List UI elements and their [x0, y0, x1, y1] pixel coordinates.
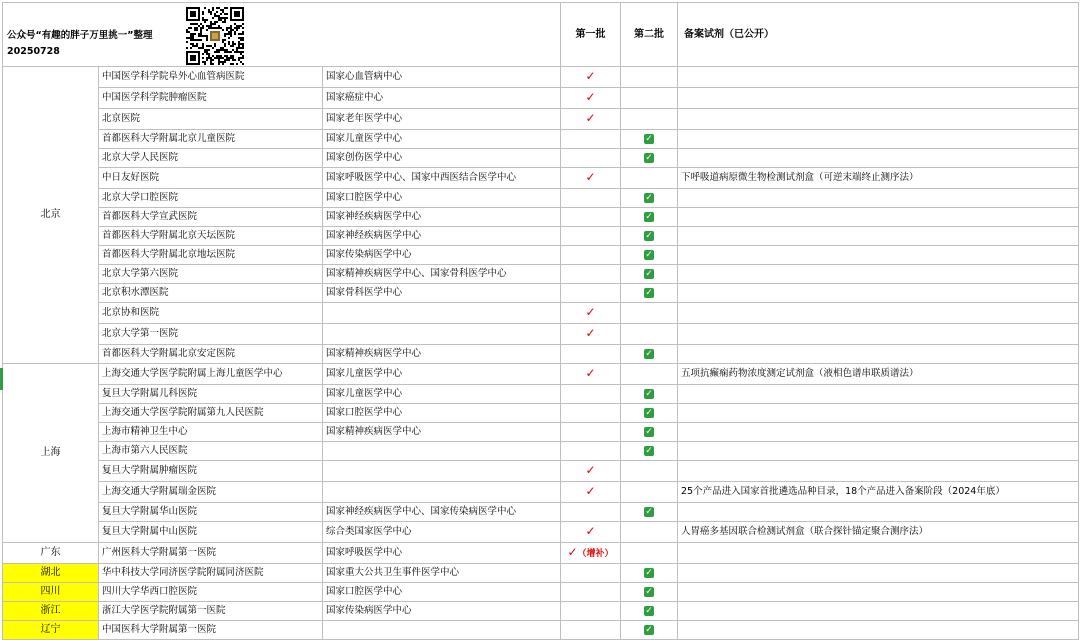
batch2-cell[interactable]: [621, 246, 678, 265]
batch1-cell[interactable]: [561, 130, 621, 149]
filed-reagent-cell[interactable]: [678, 324, 1079, 345]
table-row: [3, 621, 1079, 640]
batch2-cell[interactable]: [621, 385, 678, 404]
table-row: [3, 168, 1079, 189]
center-cell[interactable]: 国家精神疾病医学中心、国家骨科医学中心: [323, 265, 561, 284]
table-row: [3, 404, 1079, 423]
hospital-cell[interactable]: 北京医院: [99, 109, 323, 130]
hospital-cell[interactable]: 中日友好医院: [99, 168, 323, 189]
hospital-cell[interactable]: 北京大学第六医院: [99, 265, 323, 284]
hospital-table: [2, 2, 1079, 640]
filed-reagent-cell[interactable]: 人胃癌多基因联合检测试剂盒（联合探针锚定聚合测序法）: [678, 522, 1079, 543]
center-cell[interactable]: 国家口腔医学中心: [323, 404, 561, 423]
filed-reagent-cell[interactable]: [678, 208, 1079, 227]
batch2-cell[interactable]: [621, 602, 678, 621]
table-row: [3, 265, 1079, 284]
filed-reagent-cell[interactable]: [678, 284, 1079, 303]
filed-reagent-cell[interactable]: [678, 385, 1079, 404]
batch2-cell[interactable]: [621, 149, 678, 168]
green-checkbox-icon: ✓: [645, 268, 653, 279]
hospital-cell[interactable]: 首都医科大学宣武医院: [99, 208, 323, 227]
batch2-cell[interactable]: [621, 227, 678, 246]
batch2-cell[interactable]: [621, 324, 678, 345]
hospital-cell[interactable]: 中国医学科学院阜外心血管病医院: [99, 67, 323, 88]
batch1-cell[interactable]: [561, 227, 621, 246]
green-checkbox-icon: ✓: [645, 152, 653, 163]
table-row: [3, 482, 1079, 503]
filed-reagent-cell[interactable]: [678, 227, 1079, 246]
center-cell[interactable]: [323, 482, 561, 503]
batch1-cell[interactable]: [561, 442, 621, 461]
batch2-cell[interactable]: [621, 168, 678, 189]
filed-reagents-header[interactable]: 备案试剂（已公开）: [678, 3, 1079, 67]
hospital-cell[interactable]: 浙江大学医学院附属第一医院: [99, 602, 323, 621]
batch1-cell[interactable]: [561, 149, 621, 168]
center-cell[interactable]: 国家创伤医学中心: [323, 149, 561, 168]
center-cell[interactable]: 国家口腔医学中心: [323, 583, 561, 602]
red-check-icon: ✓: [585, 111, 596, 125]
batch1-cell[interactable]: [561, 564, 621, 583]
batch2-cell[interactable]: [621, 522, 678, 543]
filed-reagent-cell[interactable]: 25个产品进入国家首批遴选品种目录，18个产品进入备案阶段（2024年底）: [678, 482, 1079, 503]
hospital-cell[interactable]: 上海市第六人民医院: [99, 442, 323, 461]
table-row: [3, 364, 1079, 385]
green-checkbox-icon: ✓: [645, 133, 653, 144]
batch1-cell[interactable]: [561, 364, 621, 385]
center-cell[interactable]: 国家神经疾病医学中心: [323, 227, 561, 246]
center-cell[interactable]: 国家儿童医学中心: [323, 130, 561, 149]
batch2-cell[interactable]: [621, 503, 678, 522]
batch1-cell[interactable]: [561, 522, 621, 543]
filed-reagent-cell[interactable]: [678, 149, 1079, 168]
header-row: [3, 3, 1079, 67]
batch1-cell[interactable]: [561, 482, 621, 503]
batch1-cell[interactable]: [561, 88, 621, 109]
red-check-icon: ✓: [585, 463, 596, 477]
center-cell[interactable]: [323, 442, 561, 461]
red-check-icon: ✓: [585, 524, 596, 538]
filed-reagent-cell[interactable]: [678, 442, 1079, 461]
hospital-cell[interactable]: 首都医科大学附属北京天坛医院: [99, 227, 323, 246]
hospital-cell[interactable]: 首都医科大学附属北京地坛医院: [99, 246, 323, 265]
batch2-cell[interactable]: [621, 88, 678, 109]
batch1-cell[interactable]: [561, 461, 621, 482]
batch2-cell[interactable]: [621, 482, 678, 503]
green-checkbox-icon: ✓: [645, 445, 653, 456]
table-row: [3, 583, 1079, 602]
filed-reagent-cell[interactable]: [678, 583, 1079, 602]
batch1-cell[interactable]: [561, 385, 621, 404]
center-cell[interactable]: 国家儿童医学中心: [323, 364, 561, 385]
green-checkbox-icon: ✓: [645, 192, 653, 203]
green-checkbox-icon: ✓: [645, 506, 653, 517]
batch1-cell[interactable]: [561, 303, 621, 324]
green-checkbox-icon: ✓: [645, 426, 653, 437]
center-cell[interactable]: 国家传染病医学中心: [323, 602, 561, 621]
filed-reagent-cell[interactable]: [678, 189, 1079, 208]
row-selection-indicator: [0, 368, 3, 390]
center-cell[interactable]: 国家老年医学中心: [323, 109, 561, 130]
hospital-cell[interactable]: 北京大学人民医院: [99, 149, 323, 168]
batch2-cell[interactable]: [621, 67, 678, 88]
title-cell[interactable]: [3, 3, 561, 67]
batch2-cell[interactable]: [621, 543, 678, 564]
region-cell[interactable]: 四川: [3, 583, 99, 602]
center-cell[interactable]: 国家骨科医学中心: [323, 284, 561, 303]
hospital-cell[interactable]: 广州医科大学附属第一医院: [99, 543, 323, 564]
batch1-cell[interactable]: [561, 189, 621, 208]
red-check-icon: ✓: [585, 90, 596, 104]
sheet-date: 20250728: [7, 46, 60, 57]
batch1-cell[interactable]: [561, 583, 621, 602]
red-check-icon: ✓: [585, 305, 596, 319]
filed-reagent-cell[interactable]: [678, 345, 1079, 364]
hospital-cell[interactable]: 复旦大学附属华山医院: [99, 503, 323, 522]
hospital-cell[interactable]: 上海交通大学医学院附属第九人民医院: [99, 404, 323, 423]
filed-reagent-cell[interactable]: [678, 602, 1079, 621]
batch2-cell[interactable]: [621, 404, 678, 423]
green-checkbox-icon: ✓: [645, 407, 653, 418]
batch2-cell[interactable]: [621, 189, 678, 208]
green-checkbox-icon: ✓: [645, 567, 653, 578]
table-row: [3, 88, 1079, 109]
region-cell[interactable]: 广东: [3, 543, 99, 564]
batch2-cell[interactable]: [621, 442, 678, 461]
filed-reagent-cell[interactable]: [678, 130, 1079, 149]
green-checkbox-icon: ✓: [645, 624, 653, 635]
center-cell[interactable]: 国家神经疾病医学中心、国家传染病医学中心: [323, 503, 561, 522]
batch2-cell[interactable]: [621, 284, 678, 303]
batch2-cell[interactable]: [621, 364, 678, 385]
batch1-cell[interactable]: [561, 423, 621, 442]
region-cell[interactable]: 上海: [3, 364, 99, 543]
batch1-cell[interactable]: [561, 67, 621, 88]
table-row: [3, 149, 1079, 168]
batch1-cell[interactable]: [561, 265, 621, 284]
hospital-cell[interactable]: 中国医学科学院肿瘤医院: [99, 88, 323, 109]
filed-reagent-cell[interactable]: [678, 423, 1079, 442]
filed-reagent-cell[interactable]: [678, 303, 1079, 324]
green-checkbox-icon: ✓: [645, 388, 653, 399]
center-cell[interactable]: 国家呼吸医学中心、国家中西医结合医学中心: [323, 168, 561, 189]
hospital-cell[interactable]: 四川大学华西口腔医院: [99, 583, 323, 602]
table-row: [3, 543, 1079, 564]
batch2-cell[interactable]: [621, 621, 678, 640]
supplement-label: （增补）: [577, 549, 614, 559]
filed-reagent-cell[interactable]: [678, 564, 1079, 583]
batch1-cell[interactable]: [561, 404, 621, 423]
qr-code-icon: [186, 7, 244, 65]
hospital-cell[interactable]: 北京大学口腔医院: [99, 189, 323, 208]
filed-reagent-cell[interactable]: [678, 109, 1079, 130]
filed-reagent-cell[interactable]: [678, 265, 1079, 284]
hospital-cell[interactable]: 上海市精神卫生中心: [99, 423, 323, 442]
table-row: [3, 67, 1079, 88]
batch1-cell[interactable]: [561, 246, 621, 265]
table-row: [3, 522, 1079, 543]
batch2-cell[interactable]: [621, 303, 678, 324]
center-cell[interactable]: 国家癌症中心: [323, 88, 561, 109]
table-row: [3, 227, 1079, 246]
hospital-cell[interactable]: 北京协和医院: [99, 303, 323, 324]
hospital-cell[interactable]: 复旦大学附属中山医院: [99, 522, 323, 543]
hospital-cell[interactable]: 首都医科大学附属北京安定医院: [99, 345, 323, 364]
red-check-icon: ✓: [585, 366, 596, 380]
region-cell[interactable]: 辽宁: [3, 621, 99, 640]
filed-reagent-cell[interactable]: [678, 461, 1079, 482]
table-row: [3, 564, 1079, 583]
batch2-cell[interactable]: [621, 564, 678, 583]
center-cell[interactable]: 国家精神疾病医学中心: [323, 423, 561, 442]
filed-reagent-cell[interactable]: [678, 543, 1079, 564]
batch2-cell[interactable]: [621, 109, 678, 130]
table-row: [3, 109, 1079, 130]
batch1-cell[interactable]: [561, 109, 621, 130]
red-check-icon: ✓: [567, 545, 578, 559]
table-row: [3, 208, 1079, 227]
batch1-cell[interactable]: [561, 208, 621, 227]
filed-reagent-cell[interactable]: [678, 88, 1079, 109]
green-checkbox-icon: ✓: [645, 211, 653, 222]
center-cell[interactable]: 国家儿童医学中心: [323, 385, 561, 404]
center-cell[interactable]: 国家神经疾病医学中心: [323, 208, 561, 227]
filed-reagent-cell[interactable]: 五项抗癫痫药物浓度测定试剂盒（液相色谱串联质谱法）: [678, 364, 1079, 385]
center-cell[interactable]: 国家心血管病中心: [323, 67, 561, 88]
hospital-cell[interactable]: 上海交通大学医学院附属上海儿童医学中心: [99, 364, 323, 385]
batch1-header[interactable]: 第一批: [561, 3, 621, 67]
batch2-cell[interactable]: [621, 423, 678, 442]
sheet-title: 公众号“有趣的胖子万里挑一”整理: [7, 30, 153, 41]
batch1-cell[interactable]: [561, 324, 621, 345]
filed-reagent-cell[interactable]: [678, 246, 1079, 265]
green-checkbox-icon: ✓: [645, 287, 653, 298]
hospital-cell[interactable]: 中国医科大学附属第一医院: [99, 621, 323, 640]
batch1-cell[interactable]: [561, 503, 621, 522]
hospital-cell[interactable]: 首都医科大学附属北京儿童医院: [99, 130, 323, 149]
center-cell[interactable]: [323, 303, 561, 324]
table-row: [3, 423, 1079, 442]
table-row: [3, 130, 1079, 149]
center-cell[interactable]: [323, 621, 561, 640]
table-row: [3, 345, 1079, 364]
red-check-icon: ✓: [585, 326, 596, 340]
batch2-cell[interactable]: [621, 208, 678, 227]
hospital-cell[interactable]: 北京积水潭医院: [99, 284, 323, 303]
table-row: [3, 284, 1079, 303]
hospital-cell[interactable]: 复旦大学附属儿科医院: [99, 385, 323, 404]
batch2-cell[interactable]: [621, 130, 678, 149]
filed-reagent-cell[interactable]: 下呼吸道病原微生物检测试剂盒（可逆末端终止测序法）: [678, 168, 1079, 189]
filed-reagent-cell[interactable]: [678, 404, 1079, 423]
table-row: [3, 503, 1079, 522]
hospital-cell[interactable]: 复旦大学附属肿瘤医院: [99, 461, 323, 482]
table-row: [3, 602, 1079, 621]
center-cell[interactable]: [323, 324, 561, 345]
green-checkbox-icon: ✓: [645, 586, 653, 597]
hospital-cell[interactable]: 北京大学第一医院: [99, 324, 323, 345]
green-checkbox-icon: ✓: [645, 230, 653, 241]
batch2-cell[interactable]: [621, 345, 678, 364]
red-check-icon: ✓: [585, 170, 596, 184]
table-row: [3, 324, 1079, 345]
region-cell[interactable]: 北京: [3, 67, 99, 364]
center-cell[interactable]: 国家重大公共卫生事件医学中心: [323, 564, 561, 583]
hospital-cell[interactable]: 华中科技大学同济医学院附属同济医院: [99, 564, 323, 583]
batch1-cell[interactable]: [561, 345, 621, 364]
center-cell[interactable]: 国家呼吸医学中心: [323, 543, 561, 564]
center-cell[interactable]: 综合类国家医学中心: [323, 522, 561, 543]
batch2-cell[interactable]: [621, 583, 678, 602]
green-checkbox-icon: ✓: [645, 249, 653, 260]
red-check-icon: ✓: [585, 484, 596, 498]
filed-reagent-cell[interactable]: [678, 621, 1079, 640]
batch1-cell[interactable]: [561, 602, 621, 621]
center-cell[interactable]: 国家传染病医学中心: [323, 246, 561, 265]
hospital-cell[interactable]: 上海交通大学附属瑞金医院: [99, 482, 323, 503]
region-cell[interactable]: 浙江: [3, 602, 99, 621]
table-row: [3, 442, 1079, 461]
batch1-cell[interactable]: [561, 284, 621, 303]
center-cell[interactable]: 国家口腔医学中心: [323, 189, 561, 208]
table-row: [3, 385, 1079, 404]
table-row: [3, 246, 1079, 265]
center-cell[interactable]: [323, 461, 561, 482]
batch1-cell[interactable]: [561, 543, 621, 564]
table-row: [3, 303, 1079, 324]
red-check-icon: ✓: [585, 69, 596, 83]
batch2-cell[interactable]: [621, 461, 678, 482]
batch2-header[interactable]: 第二批: [621, 3, 678, 67]
region-cell[interactable]: 湖北: [3, 564, 99, 583]
filed-reagent-cell[interactable]: [678, 503, 1079, 522]
table-row: [3, 461, 1079, 482]
green-checkbox-icon: ✓: [645, 605, 653, 616]
filed-reagent-cell[interactable]: [678, 67, 1079, 88]
table-row: [3, 189, 1079, 208]
batch1-cell[interactable]: [561, 621, 621, 640]
center-cell[interactable]: 国家精神疾病医学中心: [323, 345, 561, 364]
green-checkbox-icon: ✓: [645, 348, 653, 359]
batch1-cell[interactable]: [561, 168, 621, 189]
batch2-cell[interactable]: [621, 265, 678, 284]
